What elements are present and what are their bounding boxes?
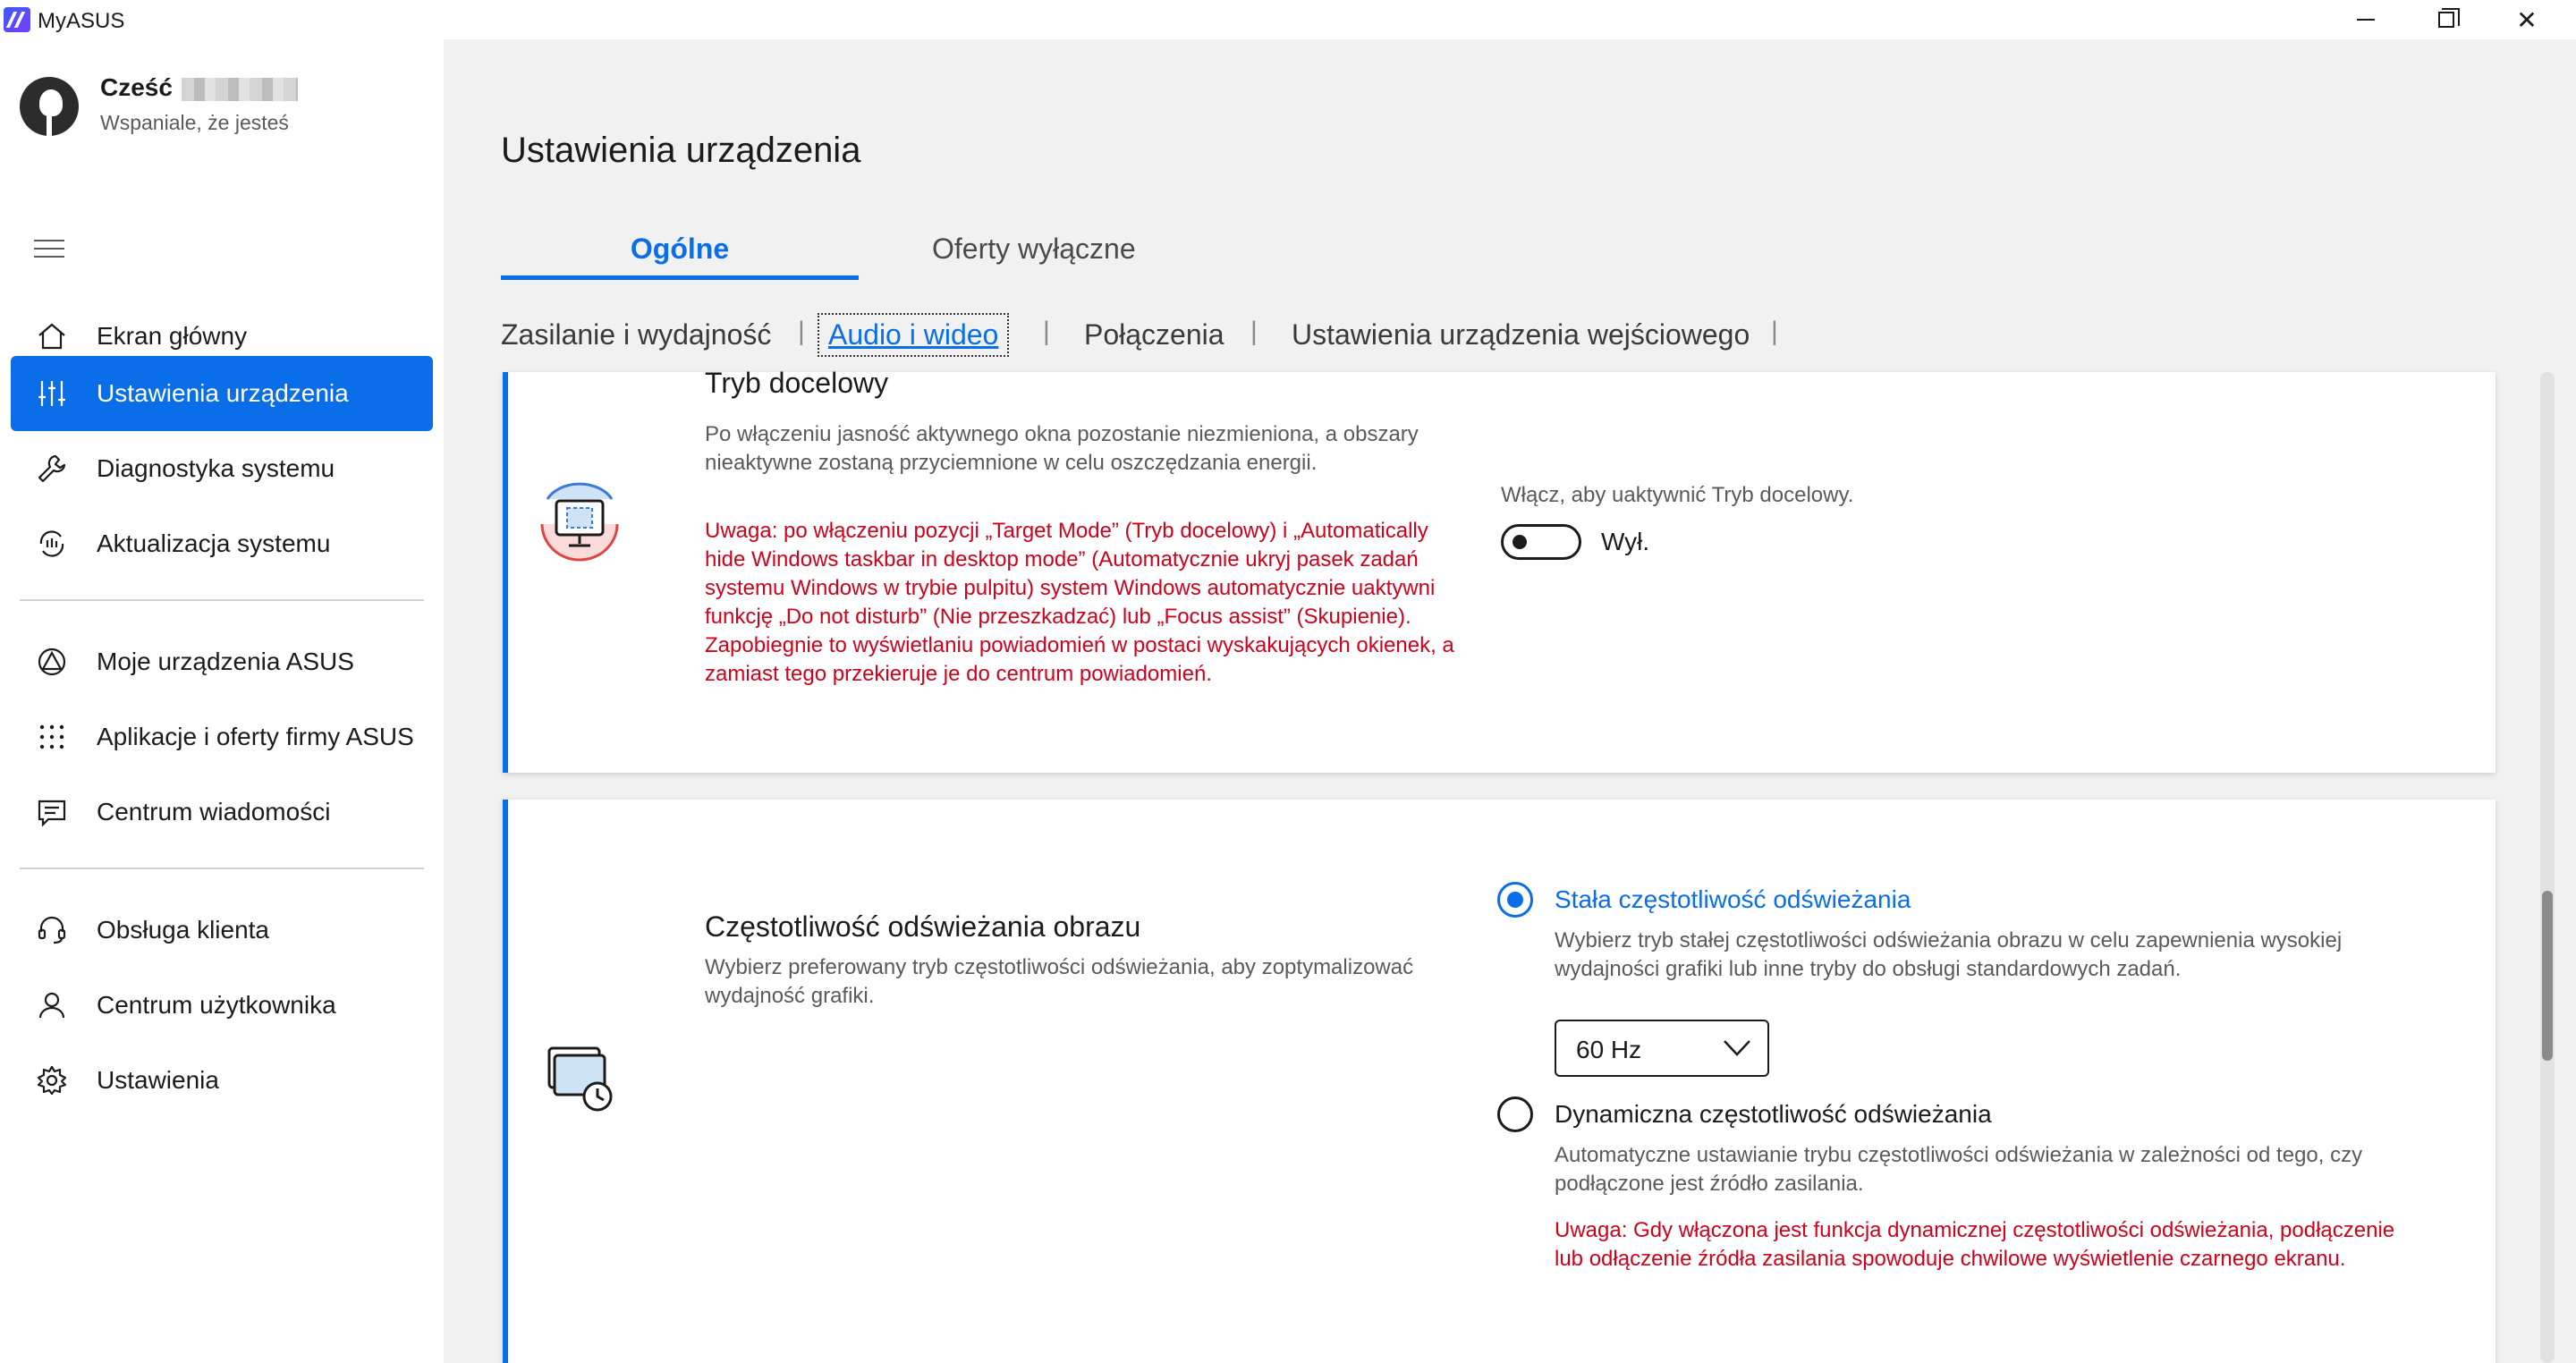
myasus-logo-icon (4, 7, 30, 32)
restore-button[interactable] (2406, 0, 2487, 39)
sidebar-item-label: Moje urządzenia ASUS (97, 648, 354, 675)
sidebar-item-label: Centrum użytkownika (97, 991, 336, 1019)
sidebar (0, 39, 444, 1363)
toggle-knob (1513, 535, 1527, 549)
close-button[interactable] (2487, 0, 2567, 39)
tab-active-indicator (501, 275, 859, 280)
gear-icon (34, 1062, 70, 1098)
target-mode-title: Tryb docelowy (705, 367, 889, 399)
target-mode-toggle-state: Wył. (1601, 528, 1650, 555)
hamburger-menu-icon[interactable] (34, 240, 64, 259)
sidebar-item-message-center[interactable] (11, 775, 433, 850)
chevron-down-icon (1723, 1039, 1751, 1057)
user-subtitle: Wspaniale, że jesteś (100, 111, 289, 134)
scrollbar-thumb[interactable] (2542, 891, 2553, 1061)
dynamic-refresh-rate-description: Automatyczne ustawianie trybu częstotliwości odświeżania w zależności od tego, czy podłączone jest źródło zasilania. (1555, 1143, 2363, 1196)
sidebar-item-label: Aktualizacja systemu (97, 529, 331, 557)
update-icon (34, 526, 70, 562)
sidebar-item-label: Centrum wiadomości (97, 798, 331, 825)
target-mode-icon (535, 470, 624, 573)
refresh-rate-card (503, 800, 2496, 1363)
subtab-connections[interactable]: Połączenia (1084, 318, 1224, 351)
sidebar-divider (20, 599, 424, 601)
subtab-power-performance[interactable]: Zasilanie i wydajność (501, 318, 772, 351)
fixed-refresh-rate-description: Wybierz tryb stałej częstotliwości odświeżania obrazu w celu zapewnienia wysokiej wydajności grafiki lub inne tryby do obsługi standardowych zadań. (1555, 928, 2343, 981)
sliders-icon (34, 376, 70, 411)
target-mode-card (503, 367, 2496, 773)
headset-icon (34, 912, 70, 948)
dynamic-refresh-rate-warning: Uwaga: Gdy włączona jest funkcja dynamicznej częstotliwości odświeżania, podłączenie lub odłączenie źródła zasilania spowoduje chwilowe wyświetlenie czarnego ekranu. (1555, 1218, 2395, 1271)
subtab-separator: | (1043, 317, 1050, 346)
avatar[interactable] (20, 77, 79, 136)
sidebar-item-label: Ustawienia urządzenia (97, 379, 349, 407)
target-mode-description: Po włączeniu jasność aktywnego okna pozostanie niezmieniona, a obszary nieaktywne zostaną przyciemnione w celu oszczędzania energii. (705, 422, 1419, 475)
user-icon (34, 987, 70, 1023)
refresh-rate-description: Wybierz preferowany tryb częstotliwości odświeżania, aby zoptymalizować wydajność grafiki. (705, 955, 1414, 1008)
scrollbar-track[interactable] (2540, 372, 2555, 1363)
sidebar-item-my-devices[interactable] (11, 624, 433, 699)
title-bar (0, 0, 2576, 39)
apps-grid-icon (34, 719, 70, 755)
dynamic-refresh-rate-radio[interactable] (1497, 1096, 1533, 1132)
sidebar-item-apps-offers[interactable] (11, 699, 433, 775)
sidebar-item-diagnostics[interactable] (11, 431, 433, 506)
sidebar-item-settings[interactable] (11, 1043, 433, 1118)
minimize-icon (2357, 19, 2375, 21)
refresh-rate-select[interactable] (1555, 1020, 1769, 1077)
sidebar-item-customer-support[interactable] (11, 893, 433, 968)
subtab-audio-video[interactable]: Audio i wideo (823, 318, 1004, 351)
subtab-separator: | (1250, 317, 1258, 346)
fixed-refresh-rate-label[interactable]: Stała częstotliwość odświeżania (1555, 885, 1911, 913)
home-icon (34, 318, 70, 354)
sidebar-item-label: Aplikacje i oferty firmy ASUS (97, 723, 414, 750)
refresh-rate-icon (546, 1043, 617, 1119)
subtab-input-device-settings[interactable]: Ustawienia urządzenia wejściowego (1292, 318, 1750, 351)
sidebar-item-label: Ekran główny (97, 322, 248, 350)
target-mode-toggle[interactable] (1501, 524, 1581, 560)
sidebar-item-device-settings[interactable] (11, 356, 433, 431)
subtab-separator: | (1771, 317, 1778, 346)
refresh-rate-title: Częstotliwość odświeżania obrazu (705, 910, 1141, 943)
sidebar-item-system-update[interactable] (11, 506, 433, 581)
app-title: MyASUS (38, 9, 125, 33)
message-icon (34, 794, 70, 830)
refresh-rate-selected-value: 60 Hz (1576, 1036, 1642, 1063)
close-icon: ✕ (2516, 4, 2538, 35)
sidebar-item-user-center[interactable] (11, 968, 433, 1043)
fixed-refresh-rate-radio[interactable] (1497, 882, 1533, 918)
page-title: Ustawienia urządzenia (501, 131, 861, 170)
target-mode-toggle-label: Włącz, aby uaktywnić Tryb docelowy. (1501, 483, 1854, 507)
dynamic-refresh-rate-label[interactable]: Dynamiczna częstotliwość odświeżania (1555, 1100, 1992, 1128)
blurred-username (182, 78, 298, 101)
target-mode-warning: Uwaga: po włączeniu pozycji „Target Mode” (Tryb docelowy) i „Automatically hide Windows taskbar in desktop mode” (Automatycznie ukryj pasek zadań systemu Windows w trybie pulpitu) system Windows automatycznie uaktywni funkcję „Do not disturb” (Nie przeszkadzać) lub „Focus assist” (Skupienie). Zapobiegnie to wyświetlaniu powiadomień w postaci wyskakujących okienek, a zamiast tego przekieruje je do centrum powiadomień. (705, 519, 1454, 686)
tab-exclusive-offers[interactable]: Oferty wyłączne (932, 233, 1136, 265)
sidebar-divider (20, 868, 424, 869)
minimize-button[interactable] (2326, 0, 2406, 39)
devices-icon (34, 644, 70, 680)
sidebar-item-label: Ustawienia (97, 1066, 219, 1094)
sidebar-item-label: Diagnostyka systemu (97, 454, 335, 482)
tab-general[interactable]: Ogólne (630, 233, 730, 265)
user-greeting: Cześć (100, 73, 298, 102)
subtab-separator: | (798, 317, 805, 346)
wrench-icon (34, 451, 70, 487)
sidebar-item-label: Obsługa klienta (97, 916, 270, 944)
restore-icon (2438, 12, 2454, 28)
